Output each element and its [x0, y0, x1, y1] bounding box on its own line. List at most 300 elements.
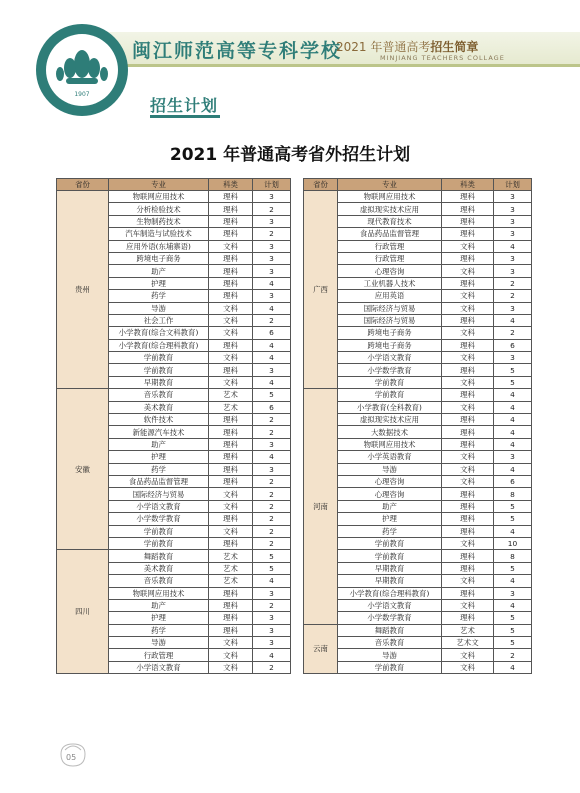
- plan-cell: 8: [494, 550, 532, 562]
- plan-cell: 2: [253, 599, 291, 611]
- plan-cell: 5: [494, 637, 532, 649]
- category-cell: 理科: [442, 215, 494, 227]
- category-cell: 文科: [209, 314, 253, 326]
- major-cell: 药学: [109, 290, 209, 302]
- category-cell: 文科: [209, 525, 253, 537]
- category-cell: 理科: [442, 414, 494, 426]
- major-cell: 助产: [338, 500, 442, 512]
- category-cell: 艺术: [209, 389, 253, 401]
- plan-cell: 3: [253, 364, 291, 376]
- category-cell: 理科: [209, 364, 253, 376]
- category-cell: 艺术文: [442, 637, 494, 649]
- table-row: [304, 339, 532, 351]
- major-cell: 小学教育(综合理科教育): [338, 587, 442, 599]
- major-cell: 小学教育(全科教育): [338, 401, 442, 413]
- plan-cell: 8: [494, 488, 532, 500]
- category-cell: 文科: [442, 352, 494, 364]
- category-cell: 文科: [209, 327, 253, 339]
- table-row: [304, 599, 532, 611]
- plan-cell: 4: [494, 438, 532, 450]
- plan-cell: 3: [253, 215, 291, 227]
- category-cell: 文科: [442, 240, 494, 252]
- category-cell: 理科: [209, 277, 253, 289]
- table-row: [304, 475, 532, 487]
- category-cell: 理科: [442, 314, 494, 326]
- table-row: [304, 612, 532, 624]
- category-cell: 文科: [442, 265, 494, 277]
- category-cell: 理科: [442, 500, 494, 512]
- table-row: [304, 550, 532, 562]
- category-cell: 艺术: [209, 562, 253, 574]
- brochure-year: 2021 年普通高考: [336, 40, 431, 54]
- major-cell: 护理: [109, 451, 209, 463]
- category-cell: 文科: [442, 401, 494, 413]
- major-cell: 舞蹈教育: [109, 550, 209, 562]
- plan-cell: 4: [494, 599, 532, 611]
- plan-cell: 4: [253, 352, 291, 364]
- major-cell: 美术教育: [109, 562, 209, 574]
- table-row: [304, 352, 532, 364]
- major-cell: 国际经济与贸易: [109, 488, 209, 500]
- plan-cell: 4: [494, 463, 532, 475]
- plan-cell: 2: [253, 500, 291, 512]
- plan-cell: 10: [494, 537, 532, 549]
- page-number: 05: [66, 753, 77, 762]
- category-cell: 文科: [442, 376, 494, 388]
- major-cell: 学前教育: [109, 364, 209, 376]
- plan-cell: 4: [494, 426, 532, 438]
- category-cell: 文科: [442, 327, 494, 339]
- table-row: [304, 525, 532, 537]
- category-cell: 艺术: [442, 624, 494, 636]
- plan-cell: 4: [494, 401, 532, 413]
- college-name-cn: 闽江师范高等专科学校: [132, 40, 343, 62]
- category-cell: 理科: [209, 599, 253, 611]
- major-cell: 药学: [109, 624, 209, 636]
- plan-cell: 5: [494, 562, 532, 574]
- category-cell: 文科: [209, 649, 253, 661]
- category-cell: 理科: [442, 389, 494, 401]
- category-cell: 理科: [442, 438, 494, 450]
- plan-cell: 2: [494, 277, 532, 289]
- major-cell: 小学语文教育: [109, 500, 209, 512]
- table-row: [304, 488, 532, 500]
- table-row: [304, 327, 532, 339]
- plan-cell: 3: [253, 463, 291, 475]
- table-row: [304, 624, 532, 636]
- plan-cell: 4: [494, 575, 532, 587]
- plan-cell: 4: [494, 525, 532, 537]
- major-cell: 食品药品监督管理: [109, 475, 209, 487]
- major-cell: 应用英语: [338, 290, 442, 302]
- category-cell: 文科: [442, 575, 494, 587]
- major-cell: 早期教育: [338, 562, 442, 574]
- major-cell: 虚拟现实技术应用: [338, 203, 442, 215]
- col-header-major: 专业: [338, 179, 442, 191]
- col-header-category: 科类: [209, 179, 253, 191]
- category-cell: 文科: [442, 463, 494, 475]
- category-cell: 理科: [209, 252, 253, 264]
- category-cell: 理科: [209, 624, 253, 636]
- table-row: [304, 215, 532, 227]
- major-cell: 食品药品监督管理: [338, 228, 442, 240]
- major-cell: 跨境电子商务: [338, 339, 442, 351]
- plan-cell: 3: [494, 451, 532, 463]
- table-row: [304, 240, 532, 252]
- category-cell: 理科: [209, 513, 253, 525]
- table-row: [304, 314, 532, 326]
- major-cell: 学前教育: [109, 352, 209, 364]
- category-cell: 理科: [209, 438, 253, 450]
- category-cell: 文科: [209, 302, 253, 314]
- logo-year: 1907: [74, 91, 90, 98]
- plan-cell: 6: [253, 327, 291, 339]
- college-seal-logo: [36, 24, 128, 116]
- plan-cell: 5: [253, 562, 291, 574]
- col-header-plan: 计划: [253, 179, 291, 191]
- province-cell: 四川: [57, 550, 109, 674]
- table-row: [304, 587, 532, 599]
- province-cell: 河南: [304, 389, 338, 624]
- col-header-category: 科类: [442, 179, 494, 191]
- major-cell: 国际经济与贸易: [338, 302, 442, 314]
- major-cell: 小学语文教育: [338, 352, 442, 364]
- table-row: [304, 376, 532, 388]
- col-header-province: 省份: [57, 179, 109, 191]
- major-cell: 新能源汽车技术: [109, 426, 209, 438]
- category-cell: 文科: [209, 500, 253, 512]
- category-cell: 理科: [442, 252, 494, 264]
- table-row: [304, 575, 532, 587]
- plan-cell: 3: [253, 612, 291, 624]
- plan-cell: 2: [253, 513, 291, 525]
- table-row: [304, 252, 532, 264]
- category-cell: 艺术: [209, 575, 253, 587]
- major-cell: 舞蹈教育: [338, 624, 442, 636]
- category-cell: 文科: [442, 599, 494, 611]
- category-cell: 理科: [209, 265, 253, 277]
- table-row: [304, 401, 532, 413]
- major-cell: 助产: [109, 438, 209, 450]
- section-title: 招生计划: [150, 96, 219, 115]
- category-cell: 文科: [442, 451, 494, 463]
- major-cell: 生物制药技术: [109, 215, 209, 227]
- plan-cell: 4: [253, 649, 291, 661]
- major-cell: 小学数学教育: [109, 513, 209, 525]
- major-cell: 学前教育: [338, 661, 442, 673]
- plan-cell: 3: [494, 215, 532, 227]
- category-cell: 理科: [209, 215, 253, 227]
- table-row: [304, 661, 532, 673]
- plan-cell: 5: [494, 500, 532, 512]
- plan-cell: 3: [494, 352, 532, 364]
- enrollment-table-right: [303, 178, 532, 674]
- table-row: [304, 426, 532, 438]
- table-row: [304, 191, 532, 203]
- plan-cell: 5: [253, 550, 291, 562]
- category-cell: 理科: [442, 426, 494, 438]
- category-cell: 理科: [442, 513, 494, 525]
- major-cell: 药学: [109, 463, 209, 475]
- category-cell: 理科: [442, 488, 494, 500]
- category-cell: 理科: [442, 277, 494, 289]
- category-cell: 文科: [209, 240, 253, 252]
- table-row: [57, 550, 291, 562]
- major-cell: 导游: [338, 463, 442, 475]
- category-cell: 理科: [442, 203, 494, 215]
- plan-cell: 3: [253, 191, 291, 203]
- plan-cell: 2: [494, 649, 532, 661]
- plan-cell: 4: [253, 339, 291, 351]
- table-row: [304, 364, 532, 376]
- category-cell: 理科: [442, 191, 494, 203]
- category-cell: 理科: [209, 228, 253, 240]
- college-name-en: MINJIANG TEACHERS COLLAGE: [380, 54, 505, 62]
- col-header-province: 省份: [304, 179, 338, 191]
- plan-cell: 3: [253, 624, 291, 636]
- major-cell: 行政管理: [338, 240, 442, 252]
- category-cell: 文科: [209, 352, 253, 364]
- category-cell: 文科: [442, 290, 494, 302]
- major-cell: 音乐教育: [338, 637, 442, 649]
- plan-cell: 4: [253, 376, 291, 388]
- major-cell: 大数据技术: [338, 426, 442, 438]
- plan-cell: 3: [253, 252, 291, 264]
- major-cell: 应用外语(东埔寨语): [109, 240, 209, 252]
- major-cell: 音乐教育: [109, 389, 209, 401]
- major-cell: 小学数学教育: [338, 612, 442, 624]
- major-cell: 美术教育: [109, 401, 209, 413]
- plan-cell: 2: [253, 426, 291, 438]
- major-cell: 汽车制造与试验技术: [109, 228, 209, 240]
- category-cell: 文科: [442, 661, 494, 673]
- plan-cell: 3: [253, 637, 291, 649]
- major-cell: 护理: [109, 277, 209, 289]
- category-cell: 理科: [209, 426, 253, 438]
- category-cell: 理科: [442, 228, 494, 240]
- table-row: [304, 637, 532, 649]
- table-row: [57, 389, 291, 401]
- plan-cell: 3: [253, 438, 291, 450]
- category-cell: 文科: [209, 488, 253, 500]
- category-cell: 艺术: [209, 401, 253, 413]
- major-cell: 虚拟现实技术应用: [338, 414, 442, 426]
- plan-cell: 3: [253, 587, 291, 599]
- major-cell: 药学: [338, 525, 442, 537]
- major-cell: 工业机器人技术: [338, 277, 442, 289]
- plan-cell: 3: [494, 252, 532, 264]
- table-row: [304, 513, 532, 525]
- major-cell: 物联网应用技术: [109, 191, 209, 203]
- plan-cell: 2: [253, 203, 291, 215]
- category-cell: 理科: [442, 525, 494, 537]
- table-row: [304, 228, 532, 240]
- major-cell: 小学教育(综合文科教育): [109, 327, 209, 339]
- major-cell: 现代教育技术: [338, 215, 442, 227]
- category-cell: 理科: [209, 537, 253, 549]
- plan-cell: 4: [494, 240, 532, 252]
- table-row: [304, 500, 532, 512]
- page-title: 2021 年普通高考省外招生计划: [169, 145, 411, 165]
- major-cell: 导游: [109, 302, 209, 314]
- plan-cell: 2: [494, 290, 532, 302]
- table-row: [304, 451, 532, 463]
- major-cell: 分析检验技术: [109, 203, 209, 215]
- section-underline: [150, 115, 220, 118]
- major-cell: 物联网应用技术: [338, 191, 442, 203]
- major-cell: 导游: [338, 649, 442, 661]
- plan-cell: 2: [253, 525, 291, 537]
- category-cell: 理科: [209, 587, 253, 599]
- table-row: [304, 302, 532, 314]
- plan-cell: 5: [494, 364, 532, 376]
- major-cell: 小学教育(综合理科教育): [109, 339, 209, 351]
- plan-cell: 2: [253, 228, 291, 240]
- major-cell: 助产: [109, 599, 209, 611]
- plan-cell: 4: [494, 314, 532, 326]
- major-cell: 社会工作: [109, 314, 209, 326]
- category-cell: 理科: [442, 612, 494, 624]
- table-row: [57, 191, 291, 203]
- province-cell: 贵州: [57, 191, 109, 389]
- table-row: [304, 649, 532, 661]
- major-cell: 跨境电子商务: [109, 252, 209, 264]
- plan-cell: 3: [253, 265, 291, 277]
- plan-cell: 5: [494, 513, 532, 525]
- col-header-major: 专业: [109, 179, 209, 191]
- plan-cell: 3: [494, 191, 532, 203]
- plan-cell: 3: [253, 240, 291, 252]
- category-cell: 理科: [209, 290, 253, 302]
- category-cell: 文科: [442, 537, 494, 549]
- major-cell: 心理咨询: [338, 265, 442, 277]
- category-cell: 理科: [209, 339, 253, 351]
- major-cell: 学前教育: [338, 550, 442, 562]
- major-cell: 学前教育: [109, 537, 209, 549]
- category-cell: 文科: [209, 637, 253, 649]
- category-cell: 文科: [442, 475, 494, 487]
- table-row: [304, 290, 532, 302]
- table-row: [304, 414, 532, 426]
- major-cell: 护理: [109, 612, 209, 624]
- table-row: [304, 537, 532, 549]
- category-cell: 理科: [209, 191, 253, 203]
- plan-cell: 2: [253, 661, 291, 673]
- plan-cell: 6: [494, 475, 532, 487]
- province-cell: 广西: [304, 191, 338, 389]
- major-cell: 心理咨询: [338, 475, 442, 487]
- major-cell: 小学语文教育: [109, 661, 209, 673]
- major-cell: 早期教育: [109, 376, 209, 388]
- major-cell: 软件技术: [109, 414, 209, 426]
- enrollment-table-left: [56, 178, 291, 674]
- plan-cell: 5: [253, 389, 291, 401]
- major-cell: 国际经济与贸易: [338, 314, 442, 326]
- category-cell: 艺术: [209, 550, 253, 562]
- plan-cell: 3: [494, 302, 532, 314]
- plan-cell: 2: [253, 475, 291, 487]
- plan-cell: 4: [253, 575, 291, 587]
- plan-cell: 3: [494, 203, 532, 215]
- plan-cell: 4: [494, 661, 532, 673]
- col-header-plan: 计划: [494, 179, 532, 191]
- plan-cell: 3: [494, 265, 532, 277]
- plan-cell: 4: [253, 451, 291, 463]
- province-cell: 云南: [304, 624, 338, 674]
- category-cell: 文科: [209, 376, 253, 388]
- table-row: [304, 438, 532, 450]
- plan-cell: 5: [494, 612, 532, 624]
- plan-cell: 2: [253, 537, 291, 549]
- brochure-title: [336, 38, 478, 55]
- plan-cell: 4: [253, 277, 291, 289]
- header-rule: [88, 64, 580, 67]
- category-cell: 理科: [209, 475, 253, 487]
- major-cell: 小学数学教育: [338, 364, 442, 376]
- plan-cell: 4: [494, 389, 532, 401]
- plan-cell: 3: [253, 290, 291, 302]
- plan-cell: 4: [253, 302, 291, 314]
- table-row: [304, 389, 532, 401]
- major-cell: 学前教育: [109, 525, 209, 537]
- table-row: [304, 463, 532, 475]
- major-cell: 导游: [109, 637, 209, 649]
- plan-cell: 2: [494, 327, 532, 339]
- major-cell: 小学英语教育: [338, 451, 442, 463]
- plan-cell: 4: [494, 414, 532, 426]
- table-row: [304, 203, 532, 215]
- major-cell: 行政管理: [109, 649, 209, 661]
- major-cell: 物联网应用技术: [109, 587, 209, 599]
- category-cell: 理科: [442, 562, 494, 574]
- plan-cell: 3: [494, 228, 532, 240]
- province-cell: 安徽: [57, 389, 109, 550]
- major-cell: 行政管理: [338, 252, 442, 264]
- table-row: [304, 265, 532, 277]
- plan-cell: 5: [494, 624, 532, 636]
- category-cell: 理科: [209, 414, 253, 426]
- major-cell: 音乐教育: [109, 575, 209, 587]
- category-cell: 理科: [442, 339, 494, 351]
- table-row: [304, 562, 532, 574]
- major-cell: 学前教育: [338, 537, 442, 549]
- plan-cell: 3: [494, 587, 532, 599]
- plan-cell: 2: [253, 414, 291, 426]
- category-cell: 理科: [209, 612, 253, 624]
- major-cell: 学前教育: [338, 389, 442, 401]
- category-cell: 文科: [442, 649, 494, 661]
- major-cell: 心理咨询: [338, 488, 442, 500]
- category-cell: 文科: [442, 302, 494, 314]
- plan-cell: 2: [253, 488, 291, 500]
- major-cell: 早期教育: [338, 575, 442, 587]
- major-cell: 跨境电子商务: [338, 327, 442, 339]
- major-cell: 助产: [109, 265, 209, 277]
- category-cell: 理科: [442, 364, 494, 376]
- plan-cell: 6: [253, 401, 291, 413]
- major-cell: 物联网应用技术: [338, 438, 442, 450]
- category-cell: 理科: [442, 587, 494, 599]
- table-row: [304, 277, 532, 289]
- major-cell: 学前教育: [338, 376, 442, 388]
- plan-cell: 6: [494, 339, 532, 351]
- plan-cell: 5: [494, 376, 532, 388]
- major-cell: 小学语文教育: [338, 599, 442, 611]
- category-cell: 文科: [209, 661, 253, 673]
- category-cell: 理科: [209, 463, 253, 475]
- category-cell: 理科: [209, 203, 253, 215]
- plan-cell: 2: [253, 314, 291, 326]
